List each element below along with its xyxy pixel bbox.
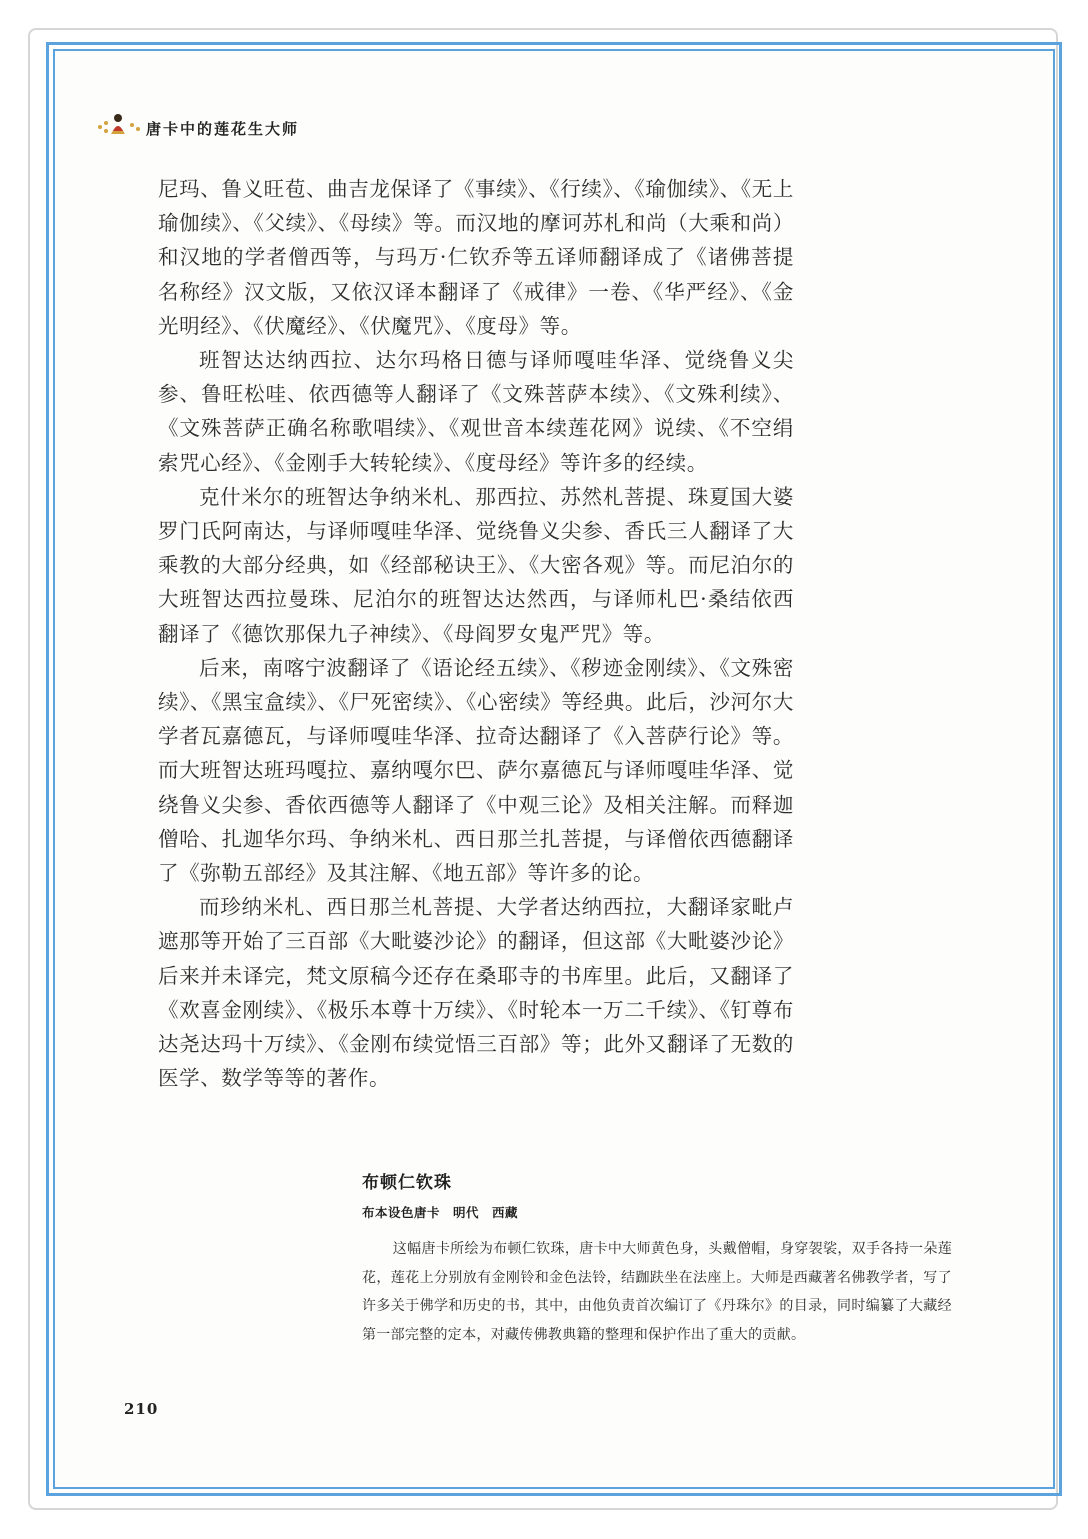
- paragraph: 尼玛、鲁义旺苞、曲吉龙保译了《事续》、《行续》、《瑜伽续》、《无上瑜伽续》、《父续》、《母续》等。而汉地的摩诃苏札和尚（大乘和尚）和汉地的学者僧西等，与玛万·仁钦乔等五译师翻译成了《诸佛菩提名称经》汉文版，又依汉译本翻译了《戒律》一卷、《华严经》、《金光明经》、《伏魔经》、《伏魔咒》、《度母》等。: [158, 177, 794, 338]
- caption-subtitle: 布本设色唐卡 明代 西藏: [362, 1205, 519, 1220]
- running-header: [96, 110, 299, 139]
- buddha-figure-icon: [110, 113, 126, 135]
- paragraph: 班智达达纳西拉、达尔玛格日德与译师嘎哇华泽、觉绕鲁义尖参、鲁旺松哇、依西德等人翻译了《文殊菩萨本续》、《文殊利续》、《文殊菩萨正确名称歌唱续》、《观世音本续莲花网》说续、《不空绢索咒心经》、《金刚手大转轮续》、《度母经》等许多的经续。: [158, 348, 794, 475]
- caption-title: 布顿仁钦珠: [362, 1173, 452, 1193]
- paragraph: 后来，南喀宁波翻译了《语论经五续》、《秽迹金刚续》、《文殊密续》、《黑宝盒续》、《尸死密续》、《心密续》等经典。此后，沙河尔大学者瓦嘉德瓦，与译师嘎哇华泽、拉奇达翻译了《入菩萨行论》等。而大班智达班玛嘎拉、嘉纳嘎尔巴、萨尔嘉德瓦与译师嘎哇华泽、觉绕鲁义尖参、香依西德等人翻译了《中观三论》及相关注解。而释迦僧哈、扎迦华尔玛、争纳米札、西日那兰扎菩提，与译僧依西德翻译了《弥勒五部经》及其注解、《地五部》等许多的论。: [158, 655, 794, 886]
- lotus-master-icon: [96, 111, 142, 139]
- caption-body: 这幅唐卡所绘为布顿仁钦珠，唐卡中大师黄色身，头戴僧帽，身穿袈裟，双手各持一朵莲花，莲花上分别放有金刚铃和金色法铃，结跏趺坐在法座上。大师是西藏著名佛教学者，写了许多关于佛学和历史的书，其中，由他负责首次编订了《丹珠尔》的目录，同时编纂了大藏经第一部完整的定本，对藏传佛教典籍的整理和保护作出了重大的贡献。: [362, 1241, 952, 1343]
- body-text: [158, 172, 794, 1095]
- paragraph: 而珍纳米札、西日那兰札菩提、大学者达纳西拉，大翻译家毗卢遮那等开始了三百部《大毗婆沙论》的翻译，但这部《大毗婆沙论》后来并未译完，梵文原稿今还存在桑耶寺的书库里。此后，又翻译了《欢喜金刚续》、《极乐本尊十万续》、《时轮本一万二千续》、《钉尊布达尧达玛十万续》、《金刚布续觉悟三百部》等；此外又翻译了无数的医学、数学等等的著作。: [158, 895, 794, 1091]
- page-number: 210: [124, 1400, 159, 1418]
- figure-caption: [362, 1168, 952, 1349]
- running-header-title: 唐卡中的莲花生大师: [146, 120, 300, 138]
- paragraph: 克什米尔的班智达争纳米札、那西拉、苏然札菩提、珠夏国大婆罗门氏阿南达，与译师嘎哇华泽、觉绕鲁义尖参、香氏三人翻译了大乘教的大部分经典，如《经部秘诀王》、《大密各观》等。而尼泊尔的大班智达西拉曼珠、尼泊尔的班智达达然西，与译师札巴·桑结依西翻译了《德饮那保九子神续》、《母阎罗女鬼严咒》等。: [158, 484, 794, 646]
